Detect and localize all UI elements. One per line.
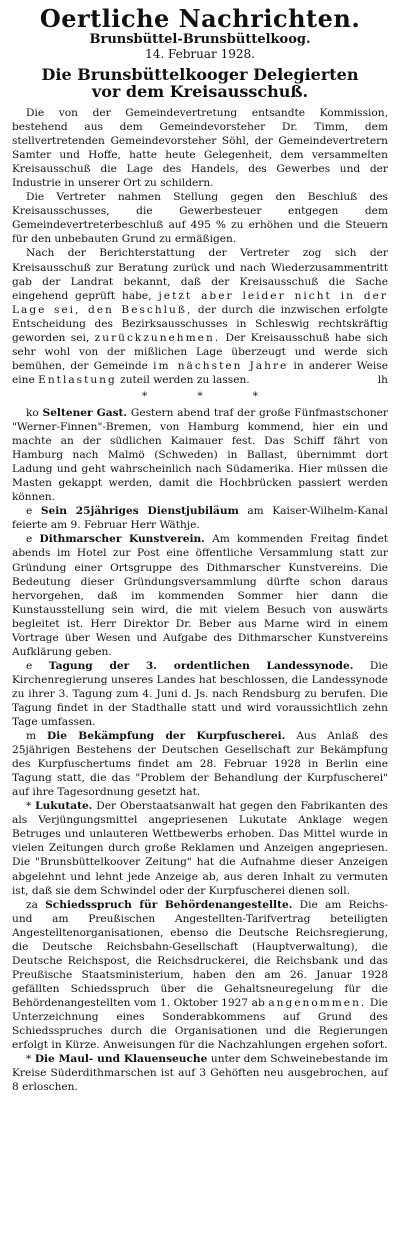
item-text: Am kommenden Freitag findet abends im Hotel zur Post eine öffentliche Versammlung statt zur Gründung einer Ortsgruppe des Dithmarscher Kunstvereins. Die Bedeutung dieser Gründungsversammlung dürfte schon daraus hervorgehen, daß im kommenden Sommer hier dann die Kunstausstellung sein wird, die mit vielem Besuch von auswärts begleitet ist. Herr Direktor Dr. Beber aus Marne wird in einem Vortrage über Wesen und Aufgabe des Dithmarscher Kunstvereins Aufklärung geben. bbox=[12, 533, 388, 658]
item-heading: Die Bekämpfung der Kurpfuscherei. bbox=[47, 730, 286, 743]
section-separator bbox=[12, 389, 388, 403]
item-text: Aus Anlaß des 25jährigen Bestehens der Deutschen Gesellschaft zur Bekämpfung des Kurpfuschertums findet am 28. Februar 1928 in Berlin eine Tagung statt, die das "Problem der Behandlung der Kurpfuscherei" auf ihre Tagesordnung gesetzt hat. bbox=[12, 730, 388, 799]
news-item-seltener-gast bbox=[12, 406, 388, 504]
news-item-kurpfuscherei bbox=[12, 729, 388, 799]
separator-star: * bbox=[252, 389, 258, 402]
item-heading: Die Maul- und Klauenseuche bbox=[34, 1053, 208, 1066]
news-item-dienstjubilaeum bbox=[12, 504, 388, 532]
item-prefix: ko bbox=[26, 406, 39, 419]
lead-emphasis: im nächsten Jahre bbox=[153, 359, 289, 372]
news-item-klauenseuche bbox=[12, 1052, 388, 1094]
lead-text: Nach der Berichterstattung der Vertreter zog sich der Kreisausschuß zur Beratung zurück und nach Wiederzusammentritt gab der Landrat bekannt, daß der Kreisausschuß die Sache eingehend geprüft habe, bbox=[12, 247, 388, 302]
lead-text: in anderer Weise eine bbox=[12, 359, 388, 386]
item-emphasis: angenommen. bbox=[268, 996, 367, 1009]
item-text: am Kaiser-Wilhelm-Kanal feierte am 9. Februar Herr Wäthje. bbox=[12, 505, 388, 532]
item-prefix: e bbox=[26, 533, 33, 546]
lead-emphasis: jetzt aber leider nicht in der Lage sei, den Beschluß, bbox=[12, 289, 388, 316]
item-prefix: e bbox=[26, 659, 33, 672]
section-title: Oertliche Nachrichten. bbox=[39, 4, 361, 33]
lead-text: der durch die inzwischen erfolgte Entscheidung des Bezirksausschusses in Schleswig rechtskräftig geworden sei, bbox=[12, 303, 388, 344]
issue-date: 14. Februar 1928. bbox=[145, 47, 255, 61]
author-signature: lh bbox=[377, 373, 388, 386]
headline-line-1: Die Brunsbüttelkooger Delegierten bbox=[41, 65, 359, 84]
lead-emphasis: Entlastung bbox=[38, 373, 117, 386]
lead-paragraph-2: Die Vertreter nahmen Stellung gegen den Beschluß des Kreisausschusses, die Gewerbesteuer entgegen dem Gemeindevertreterbeschluß auf 495 % zu erhöhen und die Steuern für den unbebauten Grund zu ermäßigen. bbox=[12, 191, 388, 246]
lead-paragraph-3 bbox=[12, 246, 388, 386]
news-item-landessynode bbox=[12, 659, 388, 729]
section-subtitle: Brunsbüttel-Brunsbüttelkoog. bbox=[89, 32, 311, 47]
separator-star: * bbox=[142, 389, 148, 402]
item-heading: Dithmarscher Kunstverein. bbox=[39, 533, 205, 546]
lead-text: Der Kreisausschuß habe sich sehr wohl von der mißlichen Lage überzeugt und werde sich bemühen, der Gemeinde bbox=[12, 331, 389, 372]
item-prefix: * bbox=[26, 800, 32, 813]
item-text: Die Unterzeichnung eines Sonderabkommens auf Grund des Schiedsspruches durch die Organisationen und die Regierungen erfolgt in Kürze. Anweisungen für die Nachzahlungen ergehen sofort. bbox=[12, 996, 388, 1052]
news-item-schiedsspruch bbox=[12, 898, 388, 1053]
news-item-kunstverein bbox=[12, 532, 388, 658]
item-heading: Tagung der 3. ordentlichen Landessynode. bbox=[48, 659, 354, 672]
item-text: Die am Reichs- und am Preußischen Angestellten-Tarifvertrag beteiligten Angestelltenorganisationen, ebenso die Deutsche Reichsregierung, die Deutsche Reichsbahn-Gesellschaft (Hauptverwaltung), die Deutsche Reichspost, die Reichsdruckerei, die Reichsbank und das Preußische Staatsministerium, haben den am 26. Januar 1928 gefällten Schiedsspruch über die Gehaltsneuregelung für die Behördenangestellten vom 1. Oktober 1927 ab bbox=[12, 898, 389, 1009]
lead-emphasis: zurückzunehmen. bbox=[94, 331, 221, 344]
item-text: Gestern abend traf der große Fünfmastschoner "Werner-Finnen"-Bremen, von Hamburg kommend, hier ein und machte an der südlichen Kaimauer fest. Das Schiff fährt von Hamburg nach Malmö (Schweden) in Ballast, übernimmt dort Ladung und geht wahrscheinlich nach Südamerika. Hier müssen die Masten gekappt werden, damit die Hochbrücken passiert werden können. bbox=[12, 406, 388, 504]
item-prefix: za bbox=[26, 898, 38, 911]
separator-star: * bbox=[197, 389, 203, 402]
news-item-lukutate bbox=[12, 799, 388, 897]
item-heading: Seltener Gast. bbox=[42, 406, 128, 419]
item-heading: Sein 25jähriges Dienstjubiläum bbox=[40, 505, 239, 518]
headline-line-2: vor dem Kreisausschuß. bbox=[91, 82, 309, 101]
item-heading: Schiedsspruch für Behördenangestellte. bbox=[45, 898, 293, 911]
item-text: Der Oberstaatsanwalt hat gegen den Fabrikanten des als Verjüngungsmittel angepriesenen Lukutate Anklage wegen Betruges und unlauteren Wettbewerbs erhoben. Das Mittel wurde in vielen Zeitungen durch große Reklamen und Anzeigen angepriesen. Die "Brunsbüttelkoover Zeitung" hat die Aufnahme dieser Anzeigen abgelehnt und lehnt jede Anzeige ab, aus deren Inhalt zu vermuten ist, daß sie dem Schwindel oder der Kurpfuscherei dienen soll. bbox=[12, 800, 388, 897]
masthead bbox=[12, 6, 388, 62]
item-text: unter dem Schweinebestande im Kreise Süderdithmarschen ist auf 3 Gehöften neu ausgebrochen, auf 8 erloschen. bbox=[12, 1053, 388, 1094]
lead-paragraph-1: Die von der Gemeindevertretung entsandte Kommission, bestehend aus dem Gemeindevorsteher Dr. Timm, dem stellvertretenden Gemeindevorsteher Söhl, der Gemeindevertretern Samter und Hoffe, hatte heute Gelegenheit, dem versammelten Kreisausschuß die Lage des Handels, des Gewerbes und der Industrie in unserer Ort zu schildern. bbox=[12, 107, 388, 190]
lead-text: zuteil werden zu lassen. bbox=[120, 373, 250, 386]
item-prefix: m bbox=[26, 730, 37, 743]
article-headline bbox=[12, 66, 388, 100]
item-heading: Lukutate. bbox=[35, 800, 93, 813]
item-text: Die Kirchenregierung unseres Landes hat beschlossen, die Landessynode zu ihrer 3. Tagung zum 4. Juni d. Js. nach Rendsburg zu berufen. Die Tagung findet in der Stadthalle statt und wird voraussichtlich zehn Tage umfassen. bbox=[12, 659, 389, 729]
item-prefix: * bbox=[26, 1053, 32, 1066]
item-prefix: e bbox=[26, 505, 33, 518]
